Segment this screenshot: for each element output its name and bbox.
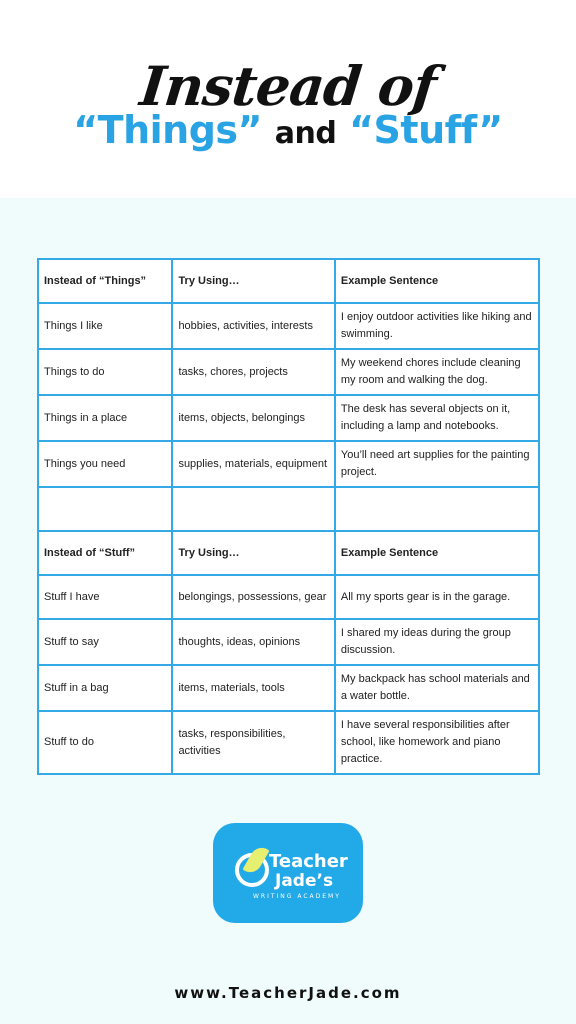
- website-link[interactable]: www.TeacherJade.com: [174, 984, 402, 1002]
- title-line-1: Instead of: [137, 54, 439, 118]
- table-cell: All my sports gear is in the garage.: [335, 575, 539, 619]
- table-cell: I have several responsibilities after school, like homework and piano practice.: [335, 711, 539, 774]
- table-row: [38, 711, 539, 774]
- table-cell: Stuff in a bag: [38, 665, 172, 711]
- column-header: Example Sentence: [335, 531, 539, 575]
- vocabulary-table: [37, 258, 540, 775]
- table-spacer-row: [38, 487, 539, 531]
- table-cell: belongings, possessions, gear: [172, 575, 334, 619]
- table-cell: Stuff to do: [38, 711, 172, 774]
- table-header-row: [38, 259, 539, 303]
- table-row: [38, 441, 539, 487]
- table-cell: items, objects, belongings: [172, 395, 334, 441]
- table-cell: Things you need: [38, 441, 172, 487]
- column-header: Example Sentence: [335, 259, 539, 303]
- table-row: [38, 303, 539, 349]
- title-and: and: [274, 116, 337, 151]
- table-cell: I shared my ideas during the group discussion.: [335, 619, 539, 665]
- logo-text-jades: Jade’s: [275, 871, 334, 891]
- title-line-2: [0, 108, 576, 152]
- table-cell: Things I like: [38, 303, 172, 349]
- table-cell: My weekend chores include cleaning my room and walking the dog.: [335, 349, 539, 395]
- empty-cell: [38, 487, 172, 531]
- title-stuff: “Stuff”: [349, 108, 503, 152]
- table-cell: Stuff to say: [38, 619, 172, 665]
- table-cell: tasks, chores, projects: [172, 349, 334, 395]
- title-things: “Things”: [73, 108, 263, 152]
- header: [0, 0, 576, 198]
- table-cell: Things in a place: [38, 395, 172, 441]
- teacher-jade-logo[interactable]: [213, 823, 363, 923]
- logo-text-academy: WRITING ACADEMY: [253, 893, 341, 900]
- column-header: Try Using…: [172, 531, 334, 575]
- logo-text-teacher: Teacher: [269, 851, 348, 872]
- table-cell: items, materials, tools: [172, 665, 334, 711]
- table-row: [38, 349, 539, 395]
- table-cell: I enjoy outdoor activities like hiking and swimming.: [335, 303, 539, 349]
- table-cell: Things to do: [38, 349, 172, 395]
- table-cell: supplies, materials, equipment: [172, 441, 334, 487]
- table-cell: thoughts, ideas, opinions: [172, 619, 334, 665]
- table-header-row: [38, 531, 539, 575]
- table-row: [38, 395, 539, 441]
- table-cell: tasks, responsibilities, activities: [172, 711, 334, 774]
- table-row: [38, 619, 539, 665]
- table-row: [38, 575, 539, 619]
- column-header: Instead of “Things”: [38, 259, 172, 303]
- table-cell: The desk has several objects on it, including a lamp and notebooks.: [335, 395, 539, 441]
- empty-cell: [172, 487, 334, 531]
- table-row: [38, 665, 539, 711]
- table-cell: Stuff I have: [38, 575, 172, 619]
- table-cell: You’ll need art supplies for the painting project.: [335, 441, 539, 487]
- column-header: Instead of “Stuff”: [38, 531, 172, 575]
- table-cell: My backpack has school materials and a water bottle.: [335, 665, 539, 711]
- column-header: Try Using…: [172, 259, 334, 303]
- table-cell: hobbies, activities, interests: [172, 303, 334, 349]
- empty-cell: [335, 487, 539, 531]
